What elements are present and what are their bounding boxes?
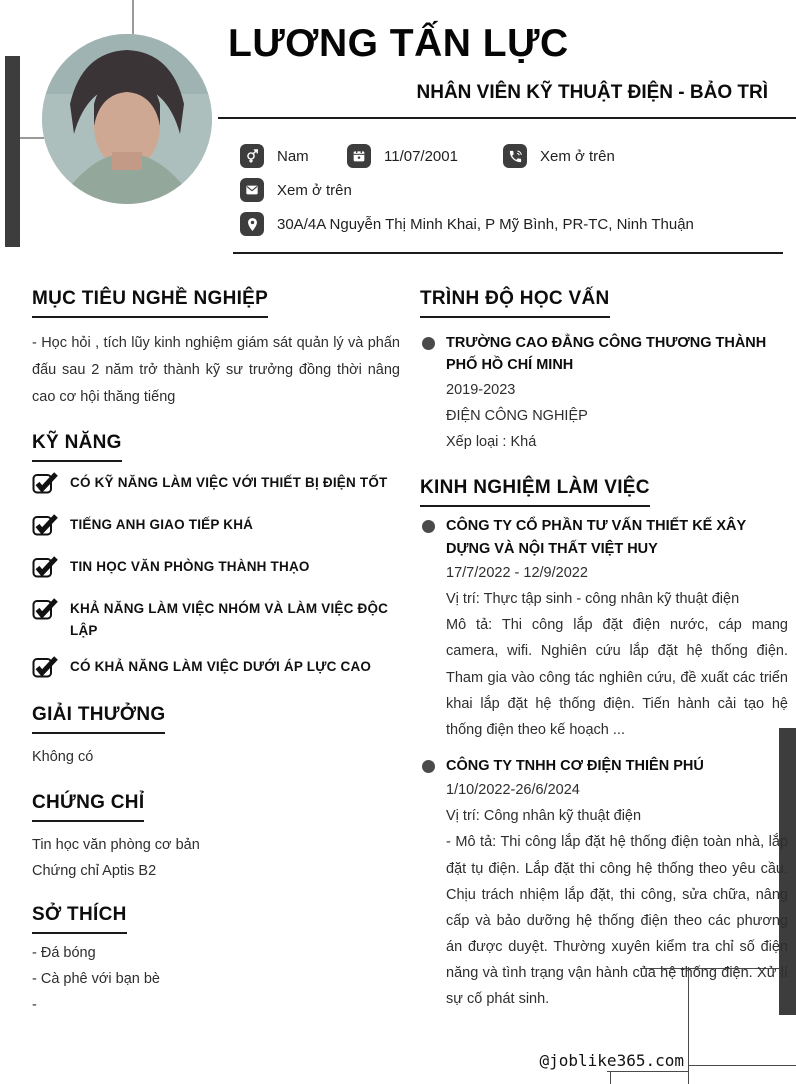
experience-position: Vị trí: Thực tập sinh - công nhân kỹ thuật điện (446, 591, 740, 608)
skill-item (32, 598, 400, 641)
checkbox-checked-icon (32, 555, 59, 584)
candidate-job-title: NHÂN VIÊN KỸ THUẬT ĐIỆN - BẢO TRÌ (416, 82, 768, 103)
checkbox-checked-icon (32, 513, 59, 542)
contact-row-1 (240, 144, 788, 168)
checkbox-checked-icon (32, 471, 59, 500)
address-value: 30A/4A Nguyễn Thị Minh Khai, P Mỹ Bình, PR-TC, Ninh Thuận (277, 215, 694, 233)
bullet-dot-icon (422, 520, 435, 533)
right-column (420, 288, 788, 1012)
left-accent-bar (5, 56, 20, 247)
left-column (32, 288, 400, 1018)
skill-label: KHẢ NĂNG LÀM VIỆC NHÓM VÀ LÀM VIỆC ĐỘC LẬP (70, 601, 389, 639)
contact-gender (240, 144, 347, 168)
awards-text: Không có (32, 748, 94, 765)
gender-value: Nam (277, 147, 309, 165)
gender-icon (240, 144, 264, 168)
contact-row-2 (240, 178, 788, 202)
checkbox-checked-icon (32, 597, 59, 626)
section-certificates-heading: CHỨNG CHỈ (32, 792, 144, 822)
bottom-deco-line-3 (688, 1065, 796, 1066)
photo-connector-line (20, 137, 44, 139)
hobby-item: - (32, 997, 37, 1014)
experience-period: 17/7/2022 - 12/9/2022 (446, 565, 588, 582)
certificate-item: Tin học văn phòng cơ bản (32, 836, 200, 853)
skill-item (32, 556, 400, 584)
experience-position: Vị trí: Công nhân kỹ thuật điện (446, 808, 642, 825)
watermark-text: @joblike365.com (539, 1051, 684, 1070)
experience-period: 1/10/2022-26/6/2024 (446, 782, 580, 799)
education-major: ĐIỆN CÔNG NGHIỆP (446, 408, 588, 425)
contact-phone (503, 144, 615, 168)
top-connector-line (132, 0, 134, 37)
experience-company: CÔNG TY CỔ PHẦN TƯ VẤN THIẾT KẾ XÂY DỰNG VÀ NỘI THẤT VIỆT HUY (446, 518, 746, 557)
phone-value: Xem ở trên (540, 147, 615, 165)
skill-label: CÓ KỸ NĂNG LÀM VIỆC VỚI THIẾT BỊ ĐIỆN TỐT (70, 475, 388, 491)
education-entry (420, 332, 788, 455)
education-school: TRƯỜNG CAO ĐẲNG CÔNG THƯƠNG THÀNH PHỐ HỒ CHÍ MINH (446, 335, 767, 374)
calendar-icon (347, 144, 371, 168)
skill-item (32, 472, 400, 500)
profile-photo (42, 34, 212, 204)
section-awards-heading: GIẢI THƯỞNG (32, 704, 165, 734)
phone-icon (503, 144, 527, 168)
education-grade: Xếp loại : Khá (446, 434, 537, 451)
skills-list (32, 472, 400, 683)
contact-address (240, 212, 694, 236)
section-skills-heading: KỸ NĂNG (32, 432, 122, 462)
candidate-name: LƯƠNG TẤN LỰC (228, 22, 569, 65)
certificate-item: Chứng chỉ Aptis B2 (32, 862, 157, 879)
bullet-dot-icon (422, 337, 435, 350)
skill-label: TIẾNG ANH GIAO TIẾP KHÁ (70, 517, 254, 533)
email-value: Xem ở trên (277, 181, 352, 199)
section-hobbies-heading: SỞ THÍCH (32, 904, 127, 934)
dob-value: 11/07/2001 (384, 147, 458, 165)
skill-item (32, 514, 400, 542)
hobby-item: - Đá bóng (32, 944, 96, 961)
contact-dob (347, 144, 503, 168)
checkbox-checked-icon (32, 655, 59, 684)
envelope-icon (240, 178, 264, 202)
objective-text: - Học hỏi , tích lũy kinh nghiệm giám sát quản lý và phấn đấu sau 2 năm trở thành kỹ sư trưởng đồng thời nâng cao cơ hội thăng tiếng (32, 335, 400, 405)
skill-item (32, 656, 400, 684)
education-years: 2019-2023 (446, 381, 516, 398)
hobby-item: - Cà phê với bạn bè (32, 971, 161, 987)
header-contact-rule (233, 252, 783, 254)
hobbies-list (32, 940, 400, 1018)
experience-company: CÔNG TY TNHH CƠ ĐIỆN THIÊN PHÚ (446, 757, 704, 774)
skill-label: CÓ KHẢ NĂNG LÀM VIỆC DƯỚI ÁP LỰC CAO (70, 658, 372, 674)
experience-entry (420, 755, 788, 1012)
bottom-deco-line-4 (607, 1071, 688, 1072)
experience-description: - Mô tả: Thi công lắp đặt hệ thống điện toàn nhà, lắp đặt tụ điện. Lắp đặt thi công hệ thống theo yêu cầu. Chịu trách nhiệm lắp đặt, thi công, sửa chữa, nâng cấp và bảo dưỡng hệ thống điện theo các phương án được duyệt. Thường xuyên kiểm tra chỉ số điện năng và tình trạng vận hành của hệ thống điện. Xử lí sự cố phát sinh. (446, 834, 788, 1008)
section-education-heading: TRÌNH ĐỘ HỌC VẤN (420, 288, 610, 318)
certificates-list (32, 832, 400, 884)
contact-block (240, 144, 788, 246)
bullet-dot-icon (422, 760, 435, 773)
skill-label: TIN HỌC VĂN PHÒNG THÀNH THẠO (70, 559, 310, 575)
section-experience-heading: KINH NGHIỆM LÀM VIỆC (420, 477, 650, 507)
contact-row-3 (240, 212, 788, 236)
contact-email (240, 178, 352, 202)
header-title-rule (218, 117, 796, 119)
experience-description: Mô tả: Thi công lắp đặt điện nước, cáp mang camera, wifi. Nghiên cứu lắp đặt hệ thống điện. Tham gia vào công tác nghiên cứu, đề xuất các triển khai lắp đặt hệ thống điện. Tiến hành cải tạo hệ thống điện theo kế hoạch ... (446, 617, 788, 738)
bottom-deco-line-5 (610, 1071, 611, 1084)
section-objective-heading: MỤC TIÊU NGHỀ NGHIỆP (32, 288, 268, 318)
experience-entry (420, 515, 788, 743)
location-pin-icon (240, 212, 264, 236)
